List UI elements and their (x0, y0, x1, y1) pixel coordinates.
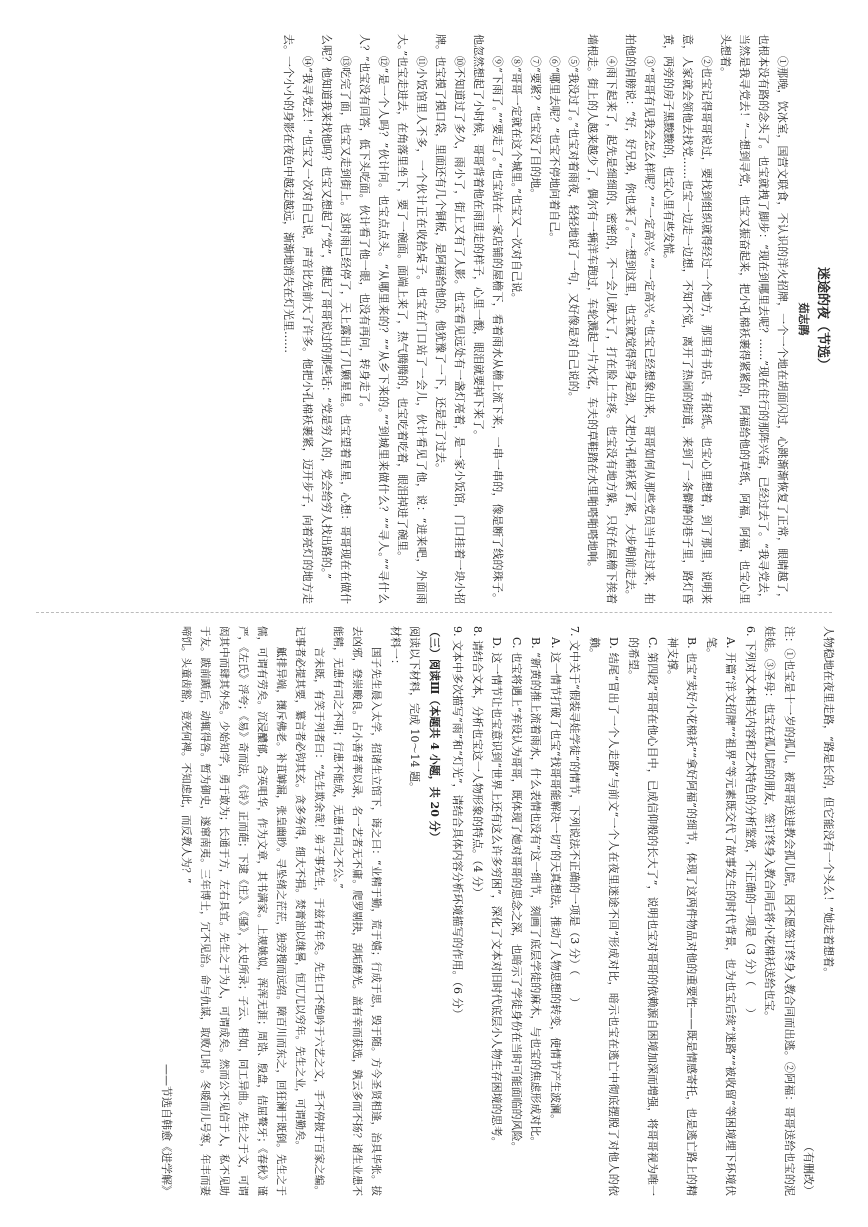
story-source: （有删改） (802, 1141, 816, 1196)
essay-paragraph: 言未既，有笑于列者曰：“先生欺余哉！弟子事先生，于兹有年矣。先生口不绝吟于六艺之文，手不停披于百家之编。记事者必提其要，纂言者必钩其玄。贪多务得，细大不捐。焚膏油以继晷，恒兀兀以穷年。先生之业，可谓勤矣。 (294, 626, 326, 1196)
q7-option-d: D. 这一情节让也宝意识到“世界上还有这么许多穷困”，深化了文本对旧时代底层小人物生存困境的思考。 (490, 637, 504, 1148)
story-paragraph: ②也宝记得哥哥说过，要找到组织就得经过一个地方，那里有书店、有报纸。也宝心里想着，到了那里，说明来意，人家就会领他去找党……也宝一边走一边想，不知不觉，离开了热闹的街道，来到了一条僻静的巷子里，路灯昏黄，两旁的房子黑黢黢的，也宝心里有些发慌。 (662, 34, 713, 604)
q6-option-d: D. 结尾“冒出了一个人走路”与前文“一个人在夜里迷途不回”形成对比，暗示也宝在逃亡中彻底摆脱了对他人的依赖。 (588, 637, 621, 1196)
story-body (279, 34, 792, 604)
story-paragraph: ③“哥哥有见我会怎么样呢？”“一定高兴。”“一定高兴。”也宝已经想象出来，哥哥如何从那些党员当中走过来，拍拍他的肩膀说：“好，好兄弟，你也来了。”一想到这里，也宝就觉得浑身是劲，又把小孔棉袄紧了紧，大步朝前走去。 (624, 34, 656, 604)
story-paragraph: ⑤“我没过了。”也宝对着雨夜，轻轻地说了一句，又好像是对自己说的。 (567, 56, 580, 403)
question-9: 9. 文本中多次描写“雨”和“灯光”，请结合具体内容分析环境描写的作用。（6 分） (451, 626, 465, 1020)
story-paragraph: ⑪小饭馆里人不多，一个伙计正在收拾桌子。也宝在门口站了一会儿，伙计看见了他，说：“进来吧，外面雨大。”也宝走进去，在角落里坐下，要了一碗面。面端上来了，热气腾腾的，也宝吃着吃着，眼泪掉进了碗里。 (396, 34, 428, 604)
story-notes: 注：①也宝是十一岁的孤儿，被哥哥送进教会孤儿院，因不愿签订终身入教合同而出逃。②阿福：哥哥送给也宝的泥娃娃。③圣母：也宝在孤儿院的朋友，签订终身入教合同后将小花棉袄送给也宝。 (763, 626, 796, 1196)
questions-block (386, 626, 839, 1196)
question-6: 6. 下列对文本相关内容和艺术特色的分析鉴赏，不正确的一项是（3 分）（ ） (744, 626, 757, 1019)
q6-option-b: B. 也宝“卖好小花棉袄”“拿好阿福”的细节，体现了这两件物品对他的重要性——既是情感寄托，也是逃亡路上的精神支撑。 (666, 637, 699, 1196)
essay-paragraph: 觝排异端，攘斥佛老。补苴罅漏，张皇幽眇。寻坠绪之茫茫，独旁搜而远绍。障百川而东之，回狂澜于既倒。先生之于儒，可谓有劳矣。沉浸醲郁，含英咀华，作为文章，其书满家。上规姚姒，浑浑无涯；周诰、殷盘，佶屈聱牙；《春秋》谨严，《左氏》浮夸；《易》奇而法，《诗》正而葩；下逮《庄》、《骚》，太史所录；子云、相如，同工异曲。先生之于文，可谓闳其中而肆其外矣。少始知学，勇于敢为；长通于方，左右具宜。先生之于为人，可谓成矣。然而公不见信于人，私不见助于友。跋前踬后，动辄得咎。暂为御史，遂窜南夷。三年博士，冗不见治。命与仇谋，取败几时。冬暖而儿号寒，年丰而妻啼饥。头童齿豁，竟死何裨。不知虑此，而反教人为？” (180, 626, 288, 1196)
story-paragraph: ⑨“下雨了。”“要走了。”也宝站在一家店铺的屋檐下，看着雨水从檐上流下来，一串一串的，像是断了线的珠子。他忽然想起了小时候，哥哥背着他在雨里走的样子，心里一酸，眼泪就要掉下来了。 (472, 34, 504, 604)
story-paragraph: ⑭“我寻党去！”也宝又一次对自己说，声音比先前大了许多。他把小孔棉袄裹紧，迈开步子，向着亮灯的地方走去。一个小小的身影在夜色中越走越远，渐渐地消失在灯光里…… (282, 34, 314, 604)
q6-option-c: C. 第四段“哥哥在他心目中，已成信仰般的长大了”，说明也宝对哥哥的依赖源自困境加深而增强，将哥哥视为唯一的希望。 (627, 637, 660, 1196)
story-paragraph: ⑦“要紧？”也宝没了目的地。 (529, 56, 542, 200)
story-paragraph: ④雨下起来了，起先是细细的、密密的，不一会儿就大了，打在脸上生疼。也宝没有地方躲，只好在屋檐下挨着墙根走。街上的人越来越少了，偶尔有一辆洋车跑过，车轮溅起一片水花，车夫的草鞋踏在水里啪嗒啪嗒地响。 (586, 34, 618, 604)
left-column-story (30, 34, 838, 604)
material-label: 材料一： (389, 626, 402, 670)
story-paragraph: ⑫“是一个人吗？”伙计问。也宝点点头。“从哪里来的？”“从乡下来的。”“到城里来做什么？”“寻人。”“寻什么人？”也宝没有回答，低下头吃面。伙计看了他一眼，也没有再问，转身走了。 (358, 34, 390, 604)
story-paragraph: ⑧“哥哥一定就在这个城里。”也宝又一次对自己说。 (510, 56, 523, 304)
story-paragraph: ①那晚，饮冰室，国营文联食，不认识的洋火招牌，一个一个地在胡面闪过，心跳渐渐恢复了正常，眼睛越了，也根本没有路的念头了。也宝就拽了脚步：“现在到哪里去呢？……”现在住行的那阵兴奋，已经过去了。“我寻党去，当然是我寻党去！”一想到寻党，也宝又振奋起来，把小孔棉袄裹得紧紧的，阿福给他的草纸，阿福，阿福，也宝心里头想着。 (719, 34, 789, 604)
question-7: 7. 文中关于“假装寻娃学徒”的情节，下列说法不正确的一项是（3 分）（ ） (568, 626, 582, 1009)
classical-essay (177, 626, 386, 1196)
section-3-heading: （三）阅读Ⅲ（本题共 4 小题，共 20 分） (428, 626, 441, 843)
story-paragraph: ⑥“哪里去呢？”也宝不停地问着自己。 (548, 56, 561, 244)
q7-option-c: C. 也宝将遇上“弃设认为哥哥，既体现了她对哥哥的思念之深，也暗示了学徒身份在当时可能面临的风险。 (510, 637, 523, 1153)
story-ending-line: 人物稳地在夜里走路，“路是长的，但它能没有一个头么！”她走着想着。 (822, 626, 835, 979)
essay-citation: ——节选自韩愈《进学解》 (160, 1064, 174, 1196)
q6-option-a: A. 开篇“洋文招牌”“祖界”等元素既交代了故事发生的时代背景，也为也宝后续“迷路”“被收留”等困境埋下环境伏笔。 (705, 637, 738, 1196)
question-8: 8. 请结合文本，分析也宝这一人物形象的特点。（4 分） (471, 626, 484, 898)
story-paragraph: ⑬吃完了面，也宝又走到街上。这时雨已经停了，天上露出了几颗星星。也宝望着星星，心想：哥哥现在在做什么呢？他知道我来找他吗？也宝又想起了“党”，想起了哥哥说过的那些话：“党是穷人的，党会给穷人找出路的。” (320, 34, 352, 604)
q7-option-b: B. “新黄的推上流着雨水，什么表情也没有”这一细节，刻画了底层学徒的麻木，与也宝的焦虑形成对比。 (529, 637, 543, 1148)
section-3-intro: 阅读以下材料，完成 10～14 题。 (408, 626, 422, 793)
story-title: 迷途的夜（节选） (815, 266, 830, 371)
story-paragraph: ⑩不知道过了多久，雨小了，街上又有了人影。也宝看见远处有一盏灯亮着，是一家小饭馆，门口挂着一块小招牌。也宝摸了摸口袋，里面还有几个铜板，是阿福给他的。他犹豫了一下，还是走了过去。 (434, 34, 466, 604)
column-divider (36, 612, 832, 613)
essay-paragraph: 国子先生晨入太学，招诸生立馆下，诲之曰：“业精于勤，荒于嬉；行成于思，毁于随。方今圣贤相逢，治具毕张。拔去凶邪，登崇畯良。占小善者率以录，名一艺者无不庸。爬罗剔抉，刮垢磨光。盖有幸而获选，孰云多而不扬？诸生业患不能精，无患有司之不明；行患不能成，无患有司之不公。” (332, 626, 383, 1196)
right-column-questions (30, 626, 838, 1196)
q7-option-a: A. 这一情节打破了也宝“找哥哥能解决一切”的天真想法，推动了人物思想的转变，使情节产生波澜。 (549, 637, 562, 1126)
story-author: 茹志鹃 (797, 302, 810, 336)
